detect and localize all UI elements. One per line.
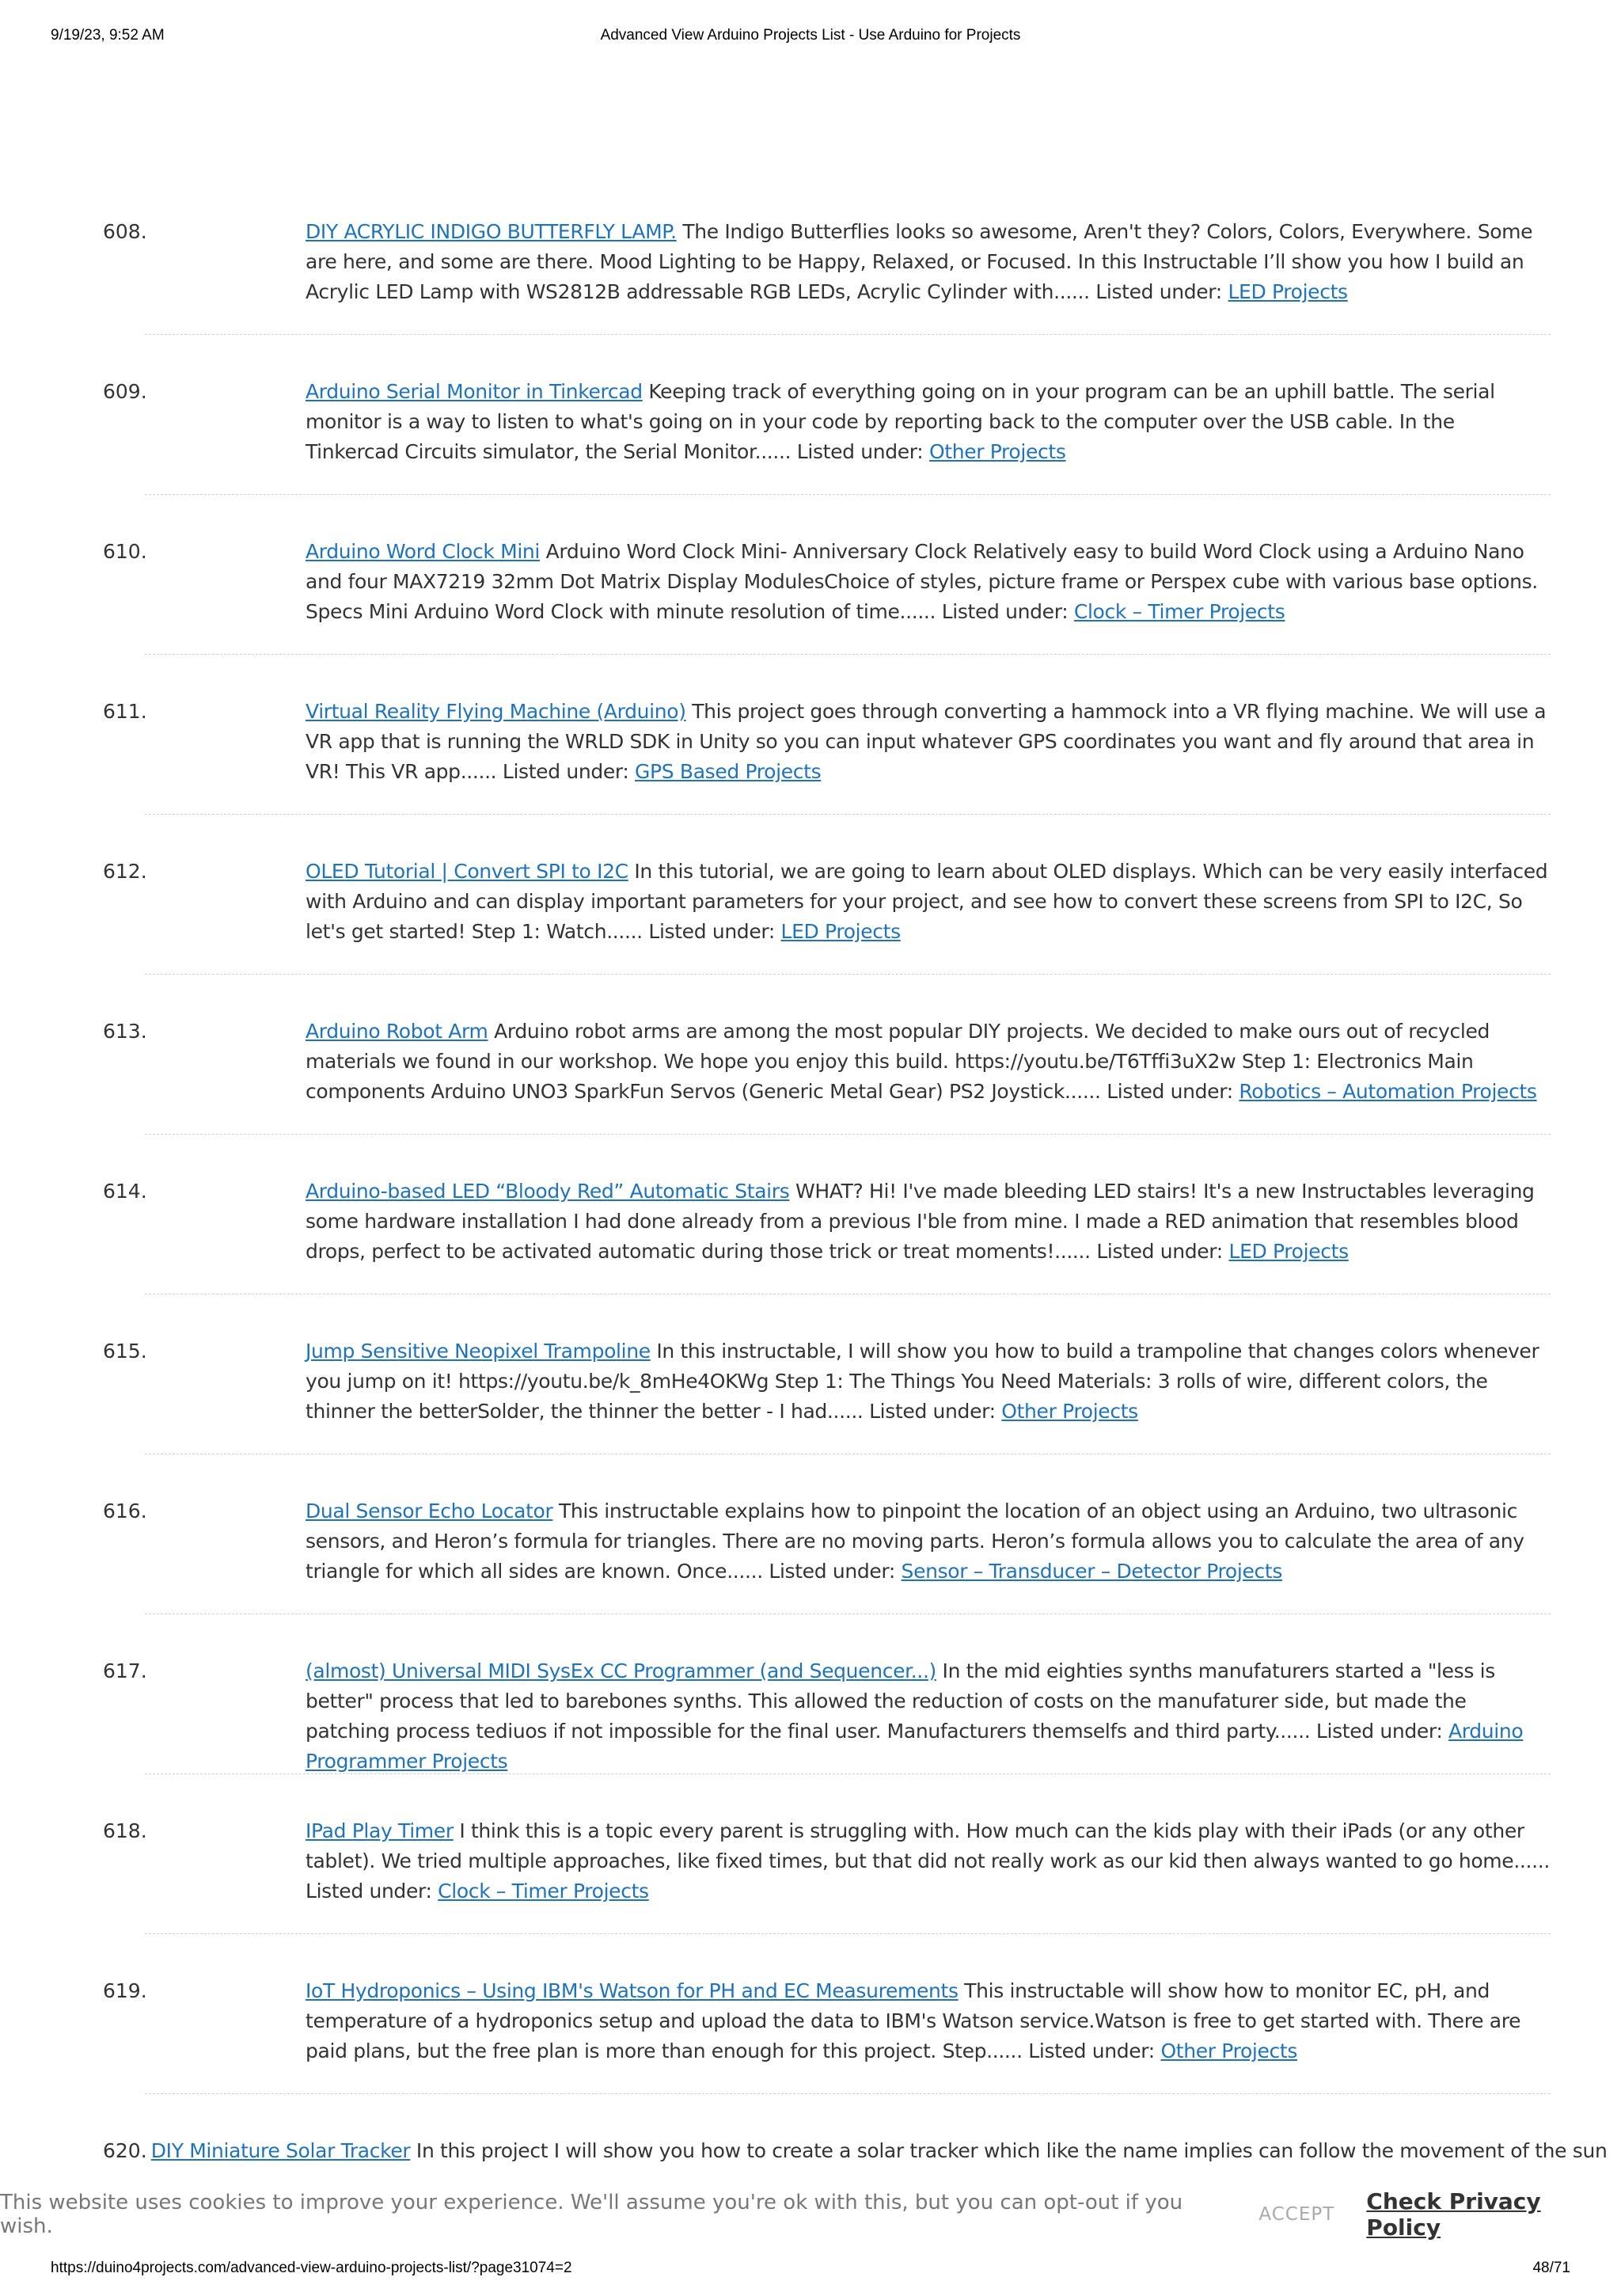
list-item	[103, 1976, 1551, 2136]
item-number: 613.	[103, 1020, 147, 1043]
project-link[interactable]: Virtual Reality Flying Machine (Arduino)	[306, 700, 686, 723]
project-link[interactable]: OLED Tutorial | Convert SPI to I2C	[306, 860, 628, 883]
item-body	[151, 2139, 1608, 2162]
project-description: Arduino Word Clock Mini- Anniversary Clock Relatively easy to build Word Clock using a Arduino Nano and four MAX7219 32mm Dot Matrix Display ModulesChoice of styles, picture frame or Perspex cube with various base options. Specs Mini Arduino Word Clock with minute resolution of time...... Listed under:	[306, 540, 1538, 623]
item-number: 620.	[103, 2139, 147, 2162]
list-item	[103, 1336, 1551, 1496]
list-item	[103, 1816, 1551, 1976]
item-body	[306, 217, 1551, 307]
list-item	[103, 1017, 1551, 1177]
category-link[interactable]: GPS Based Projects	[635, 760, 822, 783]
project-description: The Indigo Butterflies looks so awesome, Aren't they? Colors, Colors, Everywhere. Some are here, and some are there. Mood Lighting to be Happy, Relaxed, or Focused. In this Instructable I’ll show you how I build an Acrylic LED Lamp with WS2812B addressable RGB LEDs, Acrylic Cylinder with...... Listed under:	[306, 220, 1533, 303]
item-number: 608.	[103, 220, 147, 243]
project-description: Arduino robot arms are among the most popular DIY projects. We decided to make ours out of recycled materials we found in our workshop. We hope you enjoy this build. https://youtu.be/T6Tffi3uX2w Step 1: Electronics Main components Arduino UNO3 SparkFun Servos (Generic Metal Gear) PS2 Joystick...... Listed under:	[306, 1020, 1490, 1103]
list-item	[103, 537, 1551, 697]
item-body	[306, 1177, 1551, 1267]
category-link[interactable]: LED Projects	[780, 920, 901, 943]
project-description: In this tutorial, we are going to learn about OLED displays. Which can be very easily interfaced with Arduino and can display important parameters for your project, and see how to convert these screens from SPI to I2C, So let's get started! Step 1: Watch...... Listed under:	[306, 860, 1548, 943]
item-number: 611.	[103, 700, 147, 723]
item-body	[306, 1976, 1551, 2066]
item-divider	[145, 1933, 1551, 1934]
item-number: 619.	[103, 1979, 147, 2002]
item-body	[306, 857, 1551, 947]
item-divider	[145, 334, 1551, 335]
item-divider	[145, 2093, 1551, 2094]
item-number: 616.	[103, 1500, 147, 1522]
project-description: This instructable explains how to pinpoint the location of an object using an Arduino, two ultrasonic sensors, and Heron’s formula for triangles. There are no moving parts. Heron’s formula allows you to calculate the area of any triangle for which all sides are known. Once...... Listed under:	[306, 1500, 1524, 1583]
item-divider	[145, 654, 1551, 655]
item-number: 615.	[103, 1340, 147, 1363]
item-number: 614.	[103, 1180, 147, 1203]
category-link[interactable]: Other Projects	[1001, 1400, 1138, 1423]
list-item	[103, 857, 1551, 1017]
project-link[interactable]: Dual Sensor Echo Locator	[306, 1500, 553, 1522]
project-description: This project goes through converting a hammock into a VR flying machine. We will use a VR app that is running the WRLD SDK in Unity so you can input whatever GPS coordinates you want and fly around that area in VR! This VR app...... Listed under:	[306, 700, 1547, 783]
list-item	[103, 1496, 1551, 1656]
category-link[interactable]: Robotics – Automation Projects	[1239, 1080, 1537, 1103]
print-url: https://duino4projects.com/advanced-view-arduino-projects-list/?page31074=2	[51, 2260, 572, 2276]
list-item	[103, 1177, 1551, 1336]
list-item	[103, 377, 1551, 537]
project-link[interactable]: Arduino Robot Arm	[306, 1020, 488, 1043]
item-number: 617.	[103, 1659, 147, 1682]
item-number: 618.	[103, 1819, 147, 1842]
project-description: This instructable will show how to monitor EC, pH, and temperature of a hydroponics setup and upload the data to IBM's Watson service.Watson is free to get started with. There are paid plans, but the free plan is more than enough for this project. Step...... Listed under:	[306, 1979, 1521, 2062]
cookie-notice	[0, 2188, 1621, 2241]
item-divider	[145, 974, 1551, 975]
item-divider	[145, 494, 1551, 495]
project-link[interactable]: (almost) Universal MIDI SysEx CC Programmer (and Sequencer...)	[306, 1659, 936, 1682]
project-link[interactable]: IoT Hydroponics – Using IBM's Watson for PH and EC Measurements	[306, 1979, 959, 2002]
item-body	[306, 1336, 1551, 1427]
item-number: 609.	[103, 380, 147, 403]
project-description: WHAT? Hi! I've made bleeding LED stairs! It's a new Instructables leveraging some hardware installation I had done already from a previous I'ble from mine. I made a RED animation that resembles blood drops, perfect to be activated automatic during those trick or treat moments!...... Listed under:	[306, 1180, 1535, 1263]
category-link[interactable]: Arduino Programmer Projects	[306, 1720, 1524, 1773]
project-description: In this project I will show you how to create a solar tracker which like the name implies can follow the movement of the sun	[410, 2139, 1608, 2162]
print-footer	[51, 2260, 1570, 2283]
project-link[interactable]: DIY Miniature Solar Tracker	[150, 2139, 411, 2162]
cookie-accept-button[interactable]: ACCEPT	[1258, 2204, 1335, 2225]
category-link[interactable]: Other Projects	[1160, 2039, 1298, 2062]
category-link[interactable]: Clock – Timer Projects	[438, 1880, 649, 1903]
item-body	[306, 1496, 1551, 1587]
cookie-message: This website uses cookies to improve your experience. We'll assume you're ok with this, but you can opt-out if you wish.	[0, 2191, 1183, 2238]
category-link[interactable]: Other Projects	[928, 440, 1066, 463]
project-link[interactable]: Jump Sensitive Neopixel Trampoline	[306, 1340, 651, 1363]
privacy-policy-link[interactable]: Check Privacy Policy	[1366, 2188, 1541, 2241]
project-link[interactable]: IPad Play Timer	[306, 1819, 454, 1842]
item-divider	[145, 1773, 1551, 1774]
page-number: 48/71	[1532, 2260, 1570, 2276]
item-body	[306, 377, 1551, 467]
item-body	[306, 1656, 1551, 1777]
list-item	[103, 1656, 1551, 1816]
item-body	[306, 1017, 1551, 1107]
project-description: I think this is a topic every parent is struggling with. How much can the kids play with their iPads (or any other tablet). We tried multiple approaches, like fixed times, but that did not really work as our kid then always wanted to go home...... Listed under:	[306, 1819, 1550, 1903]
project-link[interactable]: Arduino Word Clock Mini	[306, 540, 541, 563]
list-item	[103, 697, 1551, 857]
item-body	[306, 1816, 1551, 1906]
list-item	[103, 217, 1551, 377]
item-number: 610.	[103, 540, 147, 563]
item-number: 612.	[103, 860, 147, 883]
project-description: In the mid eighties synths manufaturers started a "less is better" process that led to barebones synths. This allowed the reduction of costs on the manufaturer side, but made the patching process tediuos if not impossible for the final user. Manufacturers themselfs and third party...... Listed under:	[306, 1659, 1495, 1743]
project-link[interactable]: Arduino Serial Monitor in Tinkercad	[306, 380, 643, 403]
item-divider	[145, 1134, 1551, 1135]
item-body	[306, 537, 1551, 627]
print-header	[51, 27, 1570, 51]
item-line	[103, 2136, 1608, 2166]
category-link[interactable]: LED Projects	[1228, 280, 1348, 303]
category-link[interactable]: Sensor – Transducer – Detector Projects	[901, 1560, 1283, 1583]
print-title: Advanced View Arduino Projects List - Use Arduino for Projects	[600, 27, 1021, 44]
project-description: Keeping track of everything going on in your program can be an uphill battle. The serial monitor is a way to listen to what's going on in your code by reporting back to the computer over the USB cable. In the Tinkercad Circuits simulator, the Serial Monitor...... Listed under:	[306, 380, 1495, 463]
print-date: 9/19/23, 9:52 AM	[51, 27, 165, 44]
project-link[interactable]: Arduino-based LED “Bloody Red” Automatic Stairs	[306, 1180, 790, 1203]
category-link[interactable]: LED Projects	[1228, 1240, 1349, 1263]
project-list	[103, 217, 1608, 2296]
category-link[interactable]: Clock – Timer Projects	[1073, 600, 1285, 623]
project-description: In this instructable, I will show you how to build a trampoline that changes colors whenever you jump on it! https://youtu.be/k_8mHe4OKWg Step 1: The Things You Need Materials: 3 rolls of wire, different colors, the thinner the betterSolder, the thinner the better - I had...... Listed under:	[306, 1340, 1539, 1423]
item-divider	[145, 814, 1551, 815]
project-link[interactable]: DIY ACRYLIC INDIGO BUTTERFLY LAMP.	[306, 220, 677, 243]
item-body	[306, 697, 1551, 787]
